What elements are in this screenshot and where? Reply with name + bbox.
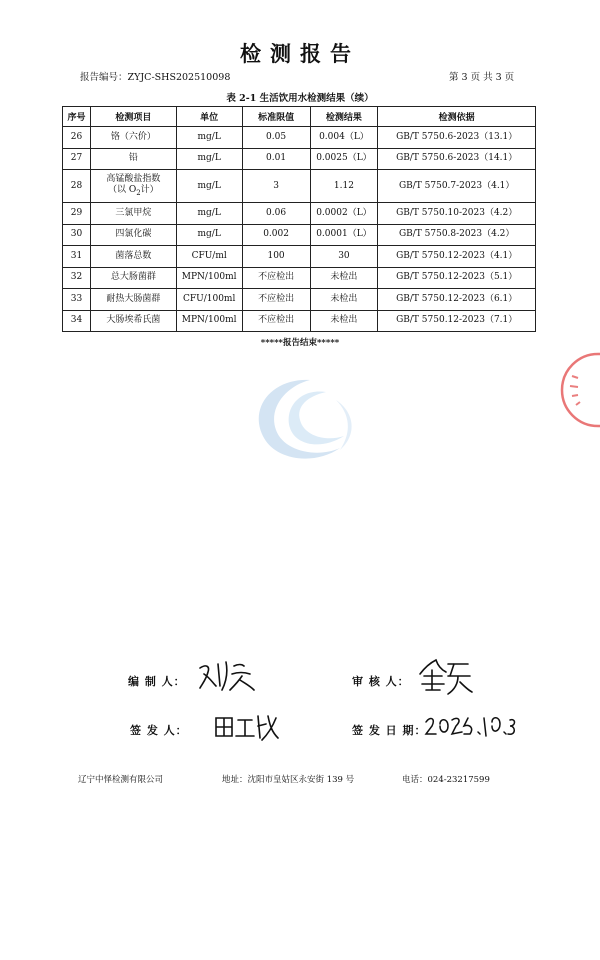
cell-item-line1: 高锰酸盐指数 xyxy=(106,173,161,184)
table-row xyxy=(63,289,536,311)
subline-suffix: 计） xyxy=(140,184,159,195)
cell-method: GB/T 5750.12-2023（6.1） xyxy=(378,289,536,311)
cell-unit: MPN/100ml xyxy=(176,310,242,332)
table-row xyxy=(63,170,536,203)
table-row xyxy=(63,224,536,246)
header-cell-method: 检测依据 xyxy=(378,107,536,127)
issue-date-label: 签 发 日 期： xyxy=(352,724,427,737)
cell-no: 32 xyxy=(63,267,91,289)
cell-no: 28 xyxy=(63,170,91,203)
cell-unit: CFU/100ml xyxy=(176,289,242,311)
cell-unit: CFU/ml xyxy=(176,246,242,268)
cell-limit: 0.05 xyxy=(242,127,310,149)
company-address: 地址：沈阳市皇姑区永安街 139 号 xyxy=(222,775,355,785)
page-info: 第 3 页 共 3 页 xyxy=(449,72,515,83)
cell-method: GB/T 5750.12-2023（5.1） xyxy=(378,267,536,289)
cell-limit: 不应检出 xyxy=(242,267,310,289)
issuer-signature xyxy=(212,710,280,742)
cell-item: 铬（六价） xyxy=(90,127,176,149)
table-row xyxy=(63,267,536,289)
cell-no: 33 xyxy=(63,289,91,311)
cell-result: 30 xyxy=(310,246,378,268)
cell-item: 铅 xyxy=(90,148,176,170)
header-cell-unit: 单位 xyxy=(176,107,242,127)
cell-method: GB/T 5750.6-2023（14.1） xyxy=(378,148,536,170)
cell-item xyxy=(90,170,176,203)
cell-unit: mg/L xyxy=(176,203,242,225)
cell-item-line2 xyxy=(108,185,159,195)
table-header-row xyxy=(63,107,536,127)
subline-prefix: （以 O xyxy=(107,184,137,195)
company-name: 辽宁中怿检测有限公司 xyxy=(78,775,164,785)
report-title: 检测报告 xyxy=(240,42,360,66)
cell-item: 耐热大肠菌群 xyxy=(90,289,176,311)
cell-result: 未检出 xyxy=(310,310,378,332)
cell-unit: mg/L xyxy=(176,148,242,170)
table-row xyxy=(63,127,536,149)
cell-method: GB/T 5750.6-2023（13.1） xyxy=(378,127,536,149)
reviewer-label: 审 核 人： xyxy=(352,675,410,688)
cell-result: 0.0002（L） xyxy=(310,203,378,225)
table-row xyxy=(63,310,536,332)
results-table xyxy=(62,106,536,332)
cell-result: 0.0001（L） xyxy=(310,224,378,246)
cell-no: 34 xyxy=(63,310,91,332)
cell-method: GB/T 5750.10-2023（4.2） xyxy=(378,203,536,225)
header-cell-no: 序号 xyxy=(63,107,91,127)
table-row xyxy=(63,246,536,268)
cell-limit: 0.06 xyxy=(242,203,310,225)
cell-item: 总大肠菌群 xyxy=(90,267,176,289)
reviewer-signature xyxy=(414,656,474,696)
cell-no: 26 xyxy=(63,127,91,149)
table-caption: 表 2-1 生活饮用水检测结果（续） xyxy=(226,93,374,104)
cell-method: GB/T 5750.7-2023（4.1） xyxy=(378,170,536,203)
cell-method: GB/T 5750.12-2023（7.1） xyxy=(378,310,536,332)
cell-limit: 100 xyxy=(242,246,310,268)
table-row xyxy=(63,203,536,225)
cell-limit: 不应检出 xyxy=(242,289,310,311)
issuer-label: 签 发 人： xyxy=(130,724,188,737)
table-row xyxy=(63,148,536,170)
subline-subscript: 2 xyxy=(136,188,141,197)
logo-watermark-icon xyxy=(240,370,365,470)
cell-result: 未检出 xyxy=(310,289,378,311)
header-cell-limit: 标准限值 xyxy=(242,107,310,127)
cell-item: 三氯甲烷 xyxy=(90,203,176,225)
compiler-signature xyxy=(196,656,260,694)
cell-result: 未检出 xyxy=(310,267,378,289)
cell-unit: MPN/100ml xyxy=(176,267,242,289)
cell-item: 四氯化碳 xyxy=(90,224,176,246)
cell-unit: mg/L xyxy=(176,170,242,203)
cell-unit: mg/L xyxy=(176,224,242,246)
cell-result: 1.12 xyxy=(310,170,378,203)
cell-limit: 3 xyxy=(242,170,310,203)
cell-unit: mg/L xyxy=(176,127,242,149)
cell-limit: 0.01 xyxy=(242,148,310,170)
cell-no: 30 xyxy=(63,224,91,246)
cell-no: 31 xyxy=(63,246,91,268)
report-number: 报告编号：ZYJC-SHS202510098 xyxy=(80,72,231,83)
cell-item: 菌落总数 xyxy=(90,246,176,268)
cell-method: GB/T 5750.8-2023（4.2） xyxy=(378,224,536,246)
company-phone: 电话：024-23217599 xyxy=(402,775,490,785)
cell-limit: 0.002 xyxy=(242,224,310,246)
compiler-label: 编 制 人： xyxy=(128,675,186,688)
cell-result: 0.004（L） xyxy=(310,127,378,149)
cell-item: 大肠埃希氏菌 xyxy=(90,310,176,332)
cell-no: 27 xyxy=(63,148,91,170)
cell-limit: 不应检出 xyxy=(242,310,310,332)
seal-stamp-icon xyxy=(548,350,600,430)
cell-no: 29 xyxy=(63,203,91,225)
cell-method: GB/T 5750.12-2023（4.1） xyxy=(378,246,536,268)
report-end-marker: *****报告结束***** xyxy=(260,338,340,348)
header-cell-result: 检测结果 xyxy=(310,107,378,127)
header-cell-item: 检测项目 xyxy=(90,107,176,127)
cell-result: 0.0025（L） xyxy=(310,148,378,170)
issue-date-handwritten xyxy=(424,712,518,740)
